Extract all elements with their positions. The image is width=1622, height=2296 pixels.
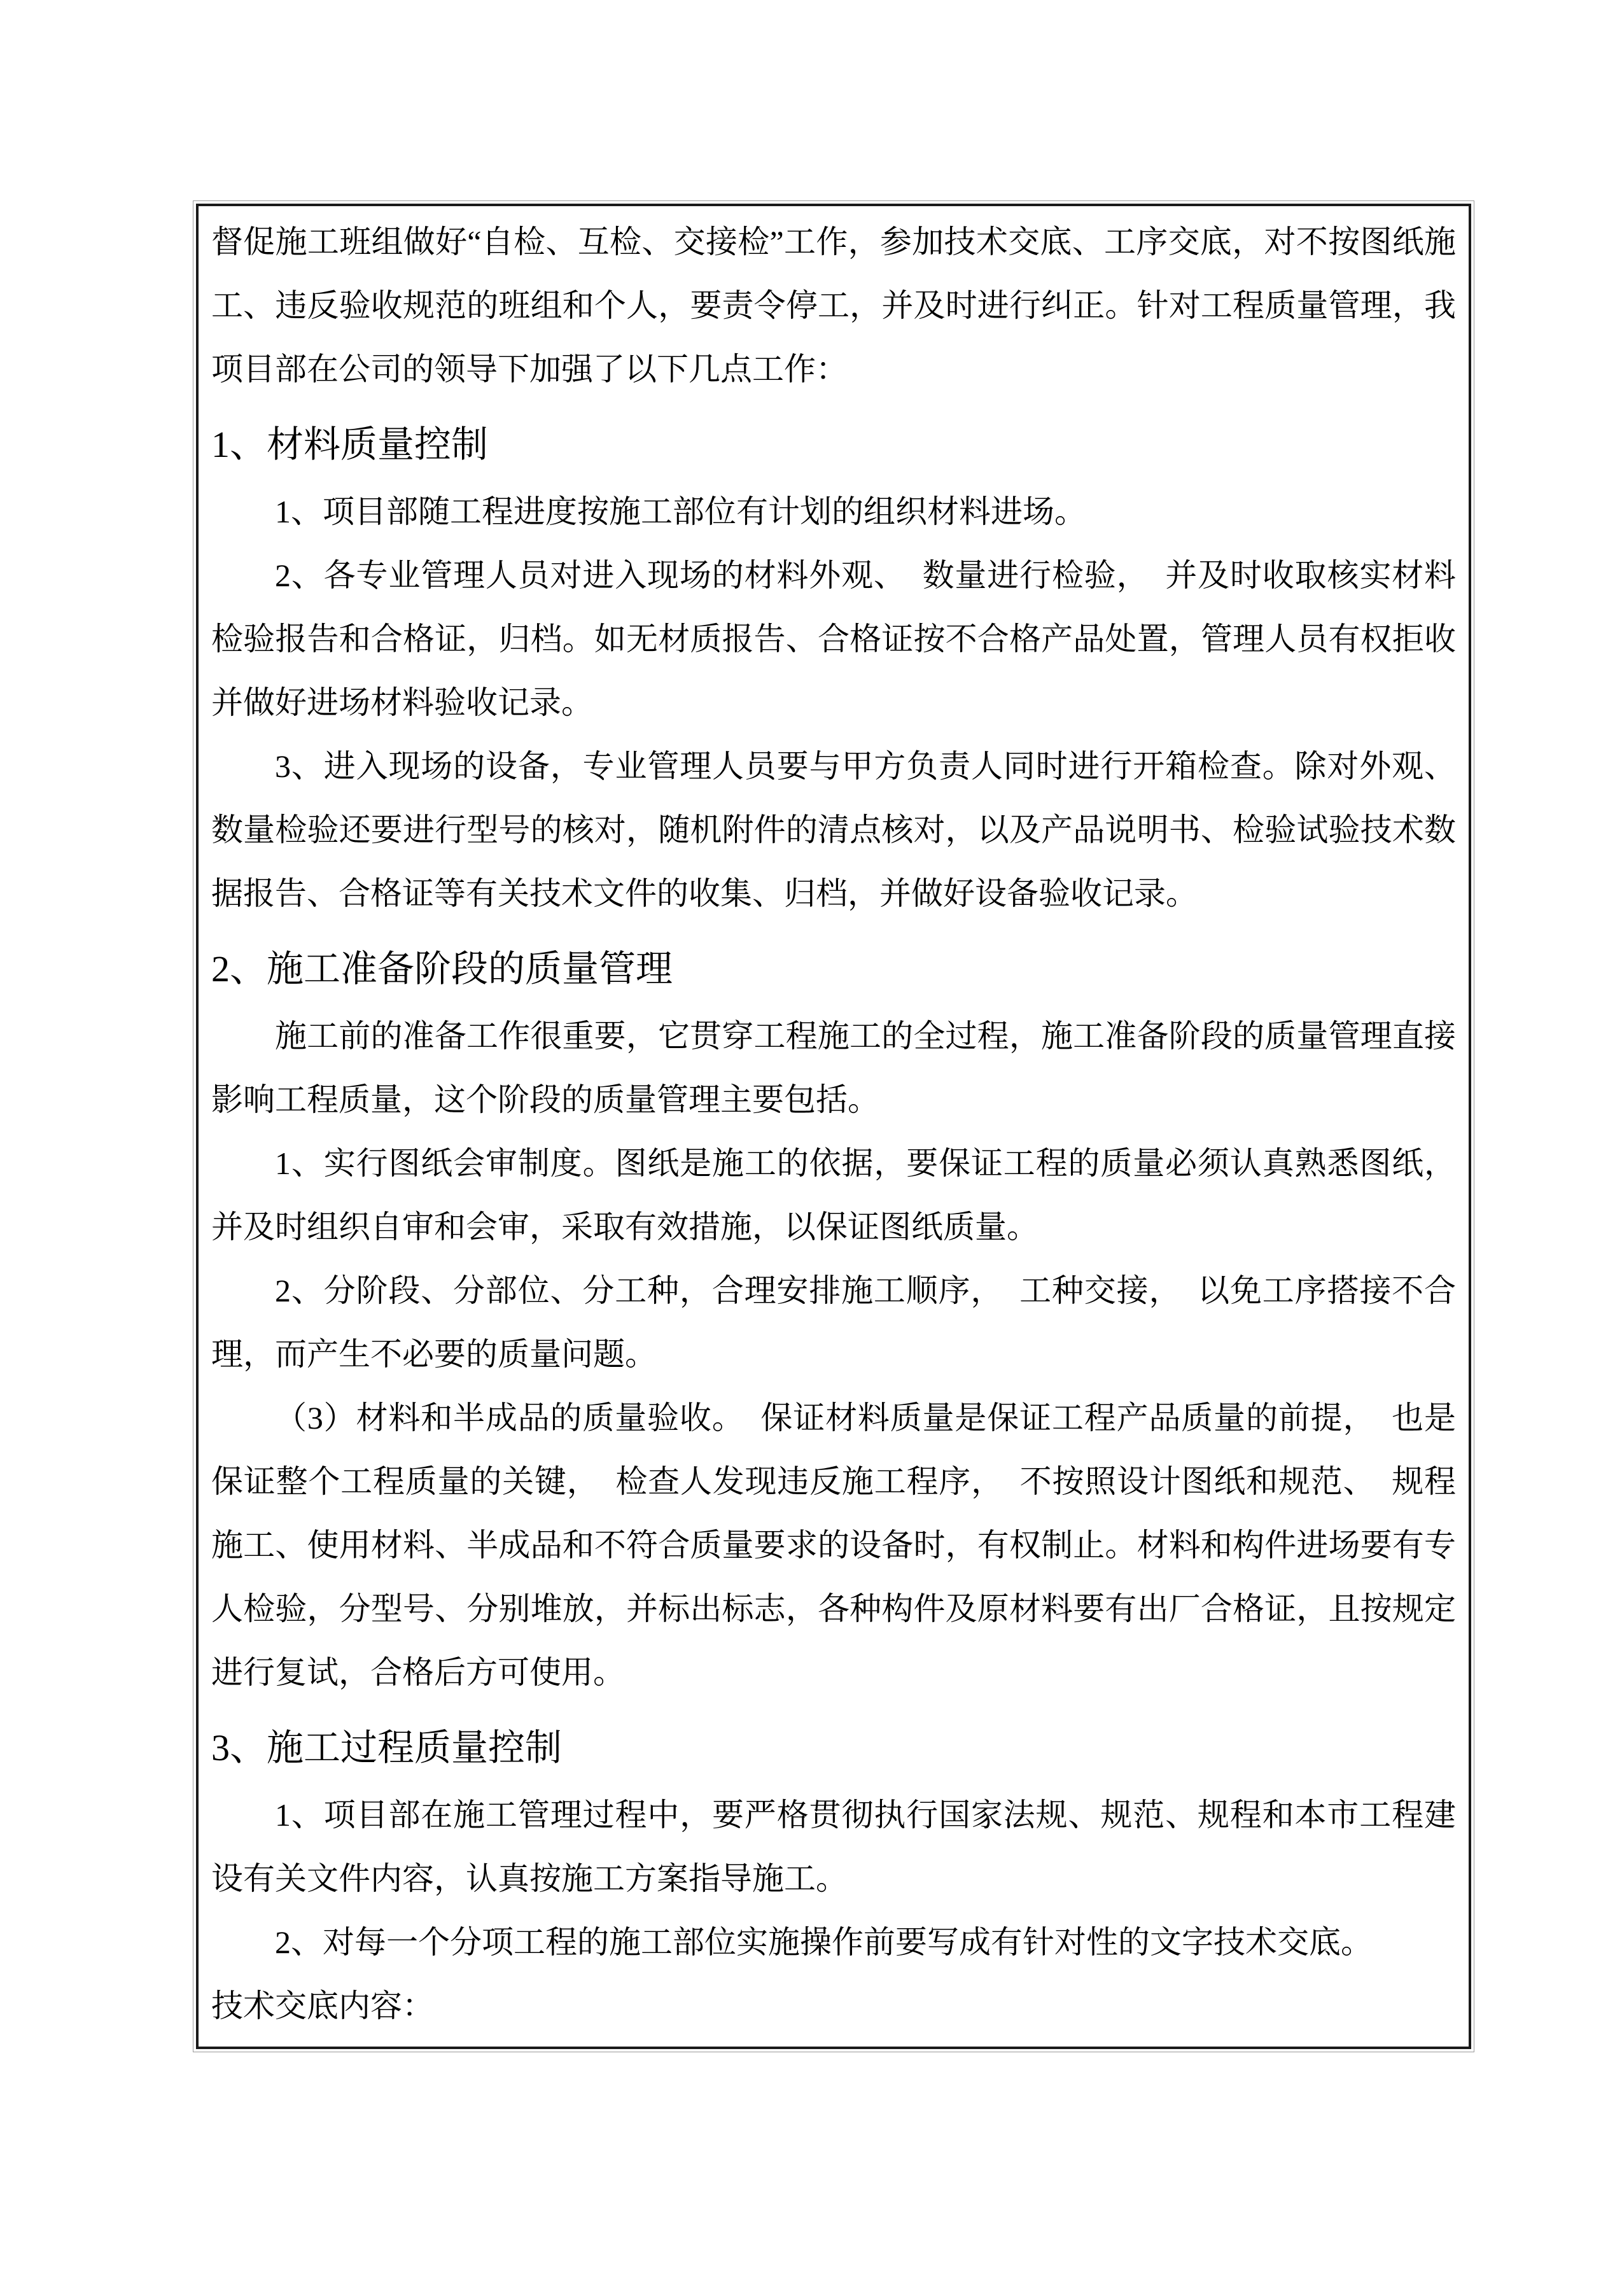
paragraph: 2、各专业管理人员对进入现场的材料外观、 数量进行检验， 并及时收取核实材料检验报告和合格证，归档。如无材质报告、合格证按不合格产品处置，管理人员有权拒收并做好进场材料验收记录。 <box>211 557 1456 720</box>
section-heading: 1、材料质量控制 <box>211 424 489 465</box>
content-box <box>196 204 1471 2049</box>
paragraph: 1、项目部在施工管理过程中，要严格贯彻执行国家法规、规范、规程和本市工程建设有关文件内容，认真按施工方案指导施工。 <box>211 1797 1456 1896</box>
paragraph: （3）材料和半成品的质量验收。 保证材料质量是保证工程产品质量的前提， 也是保证整个工程质量的关键， 检查人发现违反施工程序， 不按照设计图纸和规范、 规程施工、使用材料、半成品和不符合质量要求的设备时，有权制止。材料和构件进场要有专人检验，分型号、分别堆放，并标出标志，各种构件及原材料要有出厂合格证，且按规定进行复试，合格后方可使用。 <box>211 1400 1456 1690</box>
section-heading: 3、施工过程质量控制 <box>211 1727 563 1768</box>
paragraph: 2、对每一个分项工程的施工部位实施操作前要写成有针对性的文字技术交底。 <box>275 1924 1373 1960</box>
paragraph: 2、分阶段、分部位、分工种，合理安排施工顺序， 工种交接， 以免工序搭接不合理，而产生不必要的质量问题。 <box>211 1273 1456 1372</box>
section-heading: 2、施工准备阶段的质量管理 <box>211 948 673 990</box>
paragraph: 督促施工班组做好“自检、互检、交接检”工作，参加技术交底、工序交底，对不按图纸施工、违反验收规范的班组和个人，要责令停工，并及时进行纠正。针对工程质量管理，我项目部在公司的领导下加强了以下几点工作： <box>211 224 1456 387</box>
paragraph: 1、项目部随工程进度按施工部位有计划的组织材料进场。 <box>275 494 1086 529</box>
paragraph: 3、进入现场的设备，专业管理人员要与甲方负责人同时进行开箱检查。除对外观、数量检验还要进行型号的核对，随机附件的清点核对，以及产品说明书、检验试验技术数据报告、合格证等有关技术文件的收集、归档，并做好设备验收记录。 <box>211 748 1456 911</box>
paragraph: 施工前的准备工作很重要，它贯穿工程施工的全过程，施工准备阶段的质量管理直接影响工程质量，这个阶段的质量管理主要包括。 <box>211 1018 1456 1117</box>
paragraph: 技术交底内容： <box>211 1988 434 2024</box>
paragraph: 1、实行图纸会审制度。图纸是施工的依据，要保证工程的质量必须认真熟悉图纸，并及时组织自审和会审，采取有效措施，以保证图纸质量。 <box>211 1145 1456 1245</box>
